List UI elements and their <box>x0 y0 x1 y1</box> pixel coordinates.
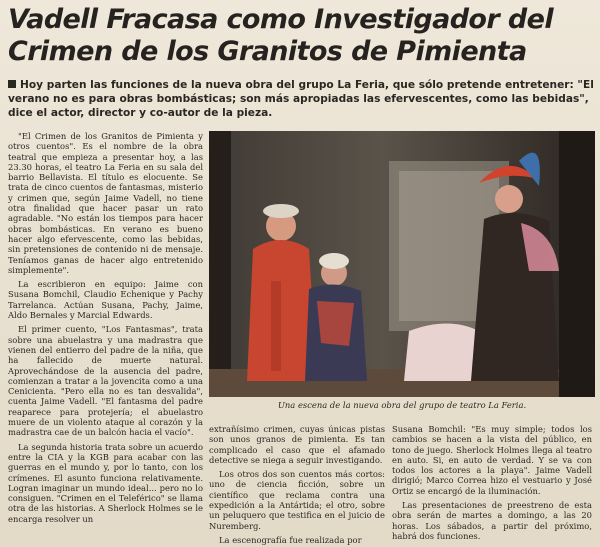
headline: Vadell Fracasa como Investigador del Crimen de los Granitos de Pimienta <box>8 4 553 67</box>
lead-paragraph <box>8 78 596 120</box>
bullet-square-icon <box>8 80 16 88</box>
paragraph: La escenografía fue realizada por <box>219 534 362 545</box>
article-column-1 <box>8 131 203 545</box>
photo-caption: Una escena de la nueva obra del grupo de teatro La Feria. <box>277 400 527 410</box>
paragraph: "El Crimen de los Granitos de Pimienta y otros cuentos". Es el nombre de la obra teatral que empieza a presentar hoy, a las 23.30 horas, el teatro La Feria en su sala del barrio Bellavista. El título es elocuente. Se trata de cinco cuentos de fantasmas, misterio y crimen que, según Jaime Vadell, no tiene otra finalidad que hacer pasar un rato agradable. "No están los tiempos para hacer obras bombásticas. En verano es bueno hacer algo efervescente, como las bebidas, sin pretensiones de contenido ni de mensaje. Teníamos ganas de hacer algo entretenido simplemente". <box>8 131 203 275</box>
paragraph: La segunda historia trata sobre un acuerdo entre la CIA y la KGB para acabar con las guerras en el mundo y, por lo tanto, con los crímenes. El asunto funciona relativamente. Logran imaginar un mundo ideal... pero no lo consiguen. "Crimen en el Teleférico" se llama otra de las historias. A Sherlock Holmes se le encarga resolver un <box>8 441 203 524</box>
paragraph: El primer cuento, "Los Fantasmas", trata sobre una abuelastra y una madrastra que vienen del entierro del padre de la niña, que ha fallecido de muerte natural. Aprovechándose de la ausencia del padre, comienzan a tratar a la jovencita como a una Cenicienta. "Pero ella no es tan desvalida", cuenta Jaime Vadell. "El fantasma del padre reaparece para protejería; el abuelastro muere de un violento ataque al corazón y la madrastra cae de un balcón hacia el vacío". <box>8 324 203 438</box>
paragraph: Los otros dos son cuentos más cortos: uno de ciencia ficción, sobre un científico que reclama contra una expedición a la Antártida; el otro, sobre un peluquero que testifica en el juicio de Nuremberg. <box>209 469 385 531</box>
stage-photo <box>209 131 595 397</box>
article-column-2 <box>209 424 385 546</box>
paragraph: extrañísimo crimen, cuyas únicas pistas son unos granos de pimienta. Es tan complicado el caso que el afamado detective se niega a seguir investigando. <box>209 424 385 465</box>
paragraph: Las presentaciones de preestreno de esta obra serán de martes a domingo, a las 20 horas. Los sábados, a partir del próximo, habrá dos funciones. <box>392 500 592 541</box>
lead-text: Hoy parten las funciones de la nueva obra del grupo La Feria, que sólo pretende entretener: "El verano no es para obras bombásticas; son más apropiadas las efervescentes, como las bebidas", dice el actor, director y co-autor de la pieza. <box>8 79 594 119</box>
paragraph: Susana Bomchil: "Es muy simple; todos los cambios se hacen a la vista del público, en tono de juego. Sherlock Holmes llega al teatro en auto. Si, en auto de verdad. Y se va con todos los actores a la playa". Jaime Vadell dirigió; Marco Correa hizo el vestuario y José Ortiz se encargó de la iluminación. <box>392 424 592 496</box>
stage-scene-image <box>209 131 595 397</box>
article-column-3 <box>392 424 592 546</box>
paragraph: La escribieron en equipo: Jaime con Susana Bomchil, Claudio Echenique y Pachy Tarrelanca. Actúan Susana, Pachy, Jaime, Aldo Bernales y Marcial Edwards. <box>8 279 203 321</box>
